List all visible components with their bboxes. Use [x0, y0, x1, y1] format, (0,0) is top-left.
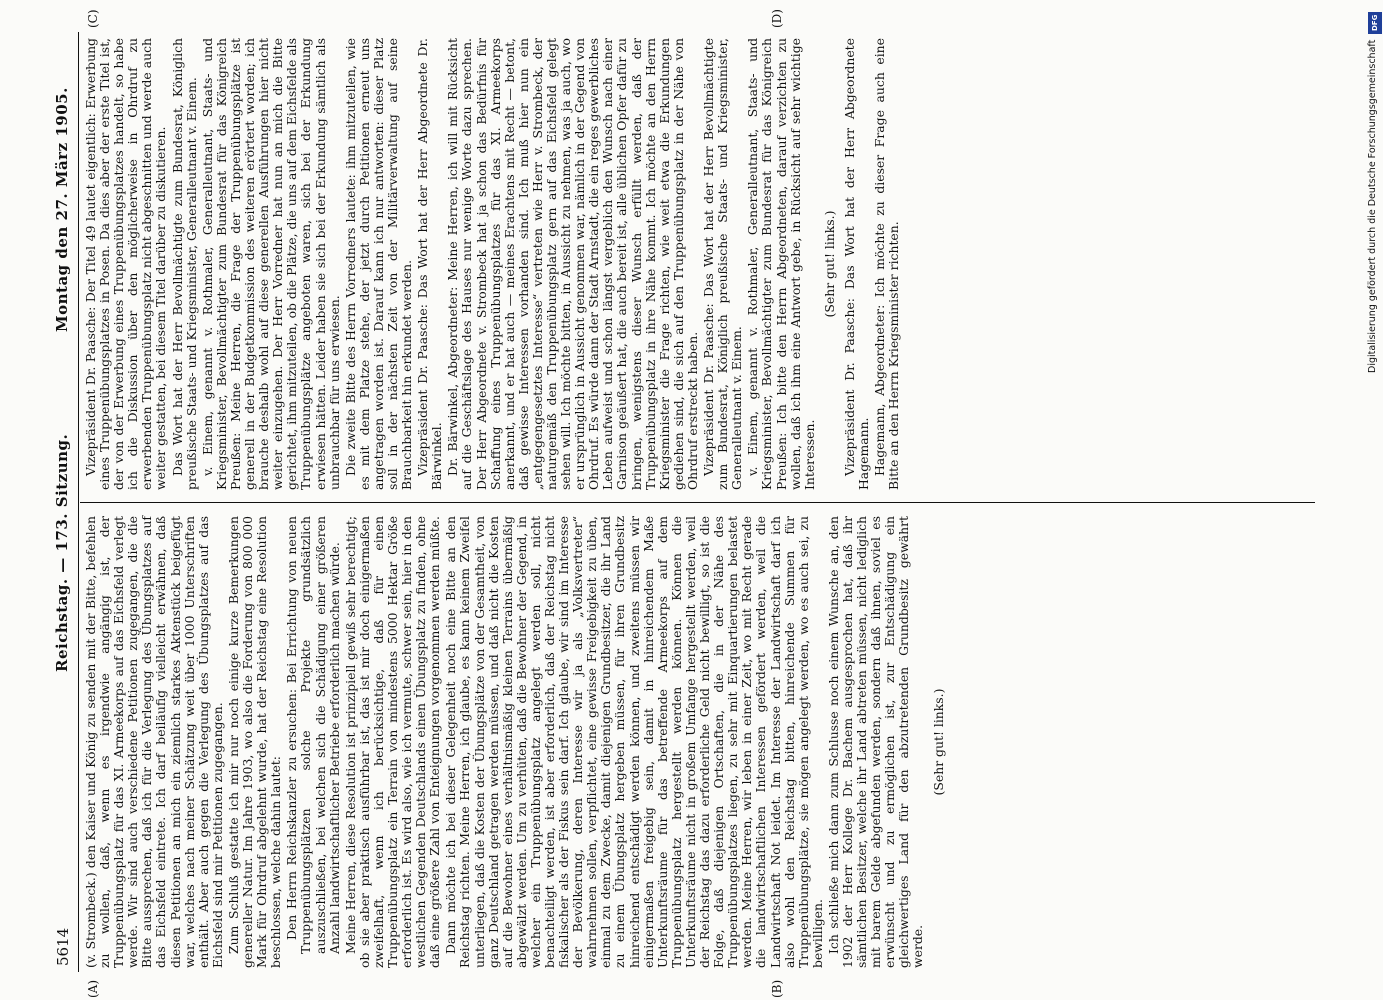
paragraph: Hagemann, Abgeordneter: Ich möchte zu dieser Frage auch eine Bitte an den Herrn Kriegsminister richten. — [872, 38, 902, 490]
paragraph: Vizepräsident Dr. Paasche: Das Wort hat der Herr Abgeordnete Dr. Bärwinkel. — [415, 38, 445, 490]
column-divider — [80, 502, 1315, 503]
margin-marker-b: (B) — [770, 979, 784, 998]
paragraph: Die zweite Bitte des Herrn Vorredners lautete: ihm mitzuteilen, wie es mit dem Platze stehe, der jetzt durch Petitionen erneut uns angetragen worden ist. Darauf kann ich nur antworten: dieser Platz soll in der nächsten Zeit von der Militärverwaltung auf seine Brauchbarkeit hin erkundet werden. — [342, 38, 415, 490]
paragraph: Dann möchte ich bei dieser Gelegenheit noch eine Bitte an den Reichstag richten. Meine Herren, ich glaube, es kann keinem Zweifel unterliegen, daß die Kosten der Übungsplätze von der Gesamtheit, von ganz Deutschland getragen werden müssen, und daß nicht die Kosten auf die Bewohner eines verhältnismäßig kleinen Terrains übermäßig abgewälzt werden. Um zu verhüten, daß die Bewohner der Gegend, in welcher ein Truppenübungsplatz angelegt werden soll, nicht benachteiligt werden, ist aber erforderlich, daß der Reichstag nicht fiskalischer als der Fiskus sein darf. Ich glaube, wir sind im Interesse der Bevölkerung, deren Interesse wir ja als „Volksvertreter“ wahrnehmen sollen, verpflichtet, eine gewisse Freigebigkeit zu üben, einmal zu dem Zwecke, damit diejenigen Grundbesitzer, die ihr Land zu einem Übungsplatz hergeben müssen, für ihren Grundbesitz hinreichend entschädigt werden können, und zweitens müssen wir einigermaßen freigebig sein, damit in hinreichendem Maße Unterkunftsräume für das betreffende Armeekorps auf dem Truppenübungsplatz hergestellt werden können. Können die Unterkunftsräume nicht in großem Umfange hergestellt werden, weil der Reichstag das dazu erforderliche Geld nicht bewilligt, so ist die Folge, daß diejenigen Ortschaften, die in der Nähe des Truppenübungsplatzes liegen, zu sehr mit Einquartierungen belastet werden. Meine Herren, wir leben in einer Zeit, wo mit Recht gerade die landwirtschaftlichen Interessen gefördert werden, weil die Landwirtschaft Not leidet. Im Interesse der Landwirtschaft darf ich also wohl den Reichstag bitten, hinreichende Summen für Truppenübungsplätze, sie mögen angelegt werden, wo es auch sei, zu bewilligen. — [443, 516, 825, 968]
interjection: (Sehr gut! links.) — [821, 210, 837, 318]
paragraph: Zum Schluß gestatte ich mir nur noch einige kurze Bemerkungen genereller Natur. Im Jahre 1903, wo also die Forderung von 800 000 Mark für Ohrdruf abgelehnt wurde, hat der Reichstag eine Resolution beschlossen, welche dahin lautet: — [225, 516, 284, 968]
margin-marker-c: (C) — [86, 9, 100, 28]
right-column — [84, 38, 903, 490]
paragraph: Vizepräsident Dr. Paasche: Der Titel 49 lautet eigentlich: Erwerbung eines Truppenübungsplatzes in Posen. Da dies aber der erste Titel ist, der von der Erwerbung eines Truppenübungsplatzes handelt, so habe ich die Diskussion über den möglicherweise in Ohrdruf zu erwerbenden Truppenübungsplatz nicht abgeschnitten und werde auch weiter gestatten, bei diesem Titel darüber zu diskutieren. — [83, 38, 169, 490]
paragraph: v. Einem, genannt v. Rothmaler, Generalleutnant, Staats- und Kriegsminister, Bevollmächtigter zum Bundesrat für das Königreich Preußen: Meine Herren, die Frage der Truppenübungsplätze ist generell in der Budgetkommission des weiteren erörtert worden; ich brauche deshalb wohl auf diese generellen Ausführungen hier nicht weiter einzugehen. Der Herr Vorredner hat nun an mich die Bitte gerichtet, ihm mitzuteilen, ob die Plätze, die uns auf dem Eichsfelde als Truppenübungsplätze angeboten waren, sich bei der Erkundung erwiesen hätten. Leider haben sie sich bei der Erkundung sämtlich als unbrauchbar für uns erwiesen. — [199, 38, 342, 490]
paragraph: Vizepräsident Dr. Paasche: Das Wort hat der Herr Abgeordnete Hagemann. — [841, 38, 871, 490]
paragraph: Dr. Bärwinkel, Abgeordneter: Meine Herren, ich will mit Rücksicht auf die Geschäftslage des Hauses nur wenige Worte dazu sprechen. Der Herr Abgeordnete v. Strombeck hat ja schon das Bedürfnis für Schaffung eines Truppenübungsplatzes für das XI. Armeekorps anerkannt, und er hat auch — meines Erachtens mit Recht — betont, daß gewisse Interessen vorhanden sind. Ich muß hier nun ein „entgegengesetztes Interesse“ vertreten wie Herr v. Strombeck, der naturgemäß den Truppenübungsplatz gern auf das Eichsfeld gelegt sehen will. Ich möchte bitten, in Aussicht zu nehmen, was ja auch, wo er ursprünglich in Aussicht genommen war, nämlich in der Gegend von Ohrdruf. Es würde dann der Stadt Arnstadt, die ein reges gewerbliches Leben aufweist und schon längst vergeblich den Wunsch nach einer Garnison geäußert hat, die auch bereit ist, alle üblichen Opfer dafür zu bringen, wenigstens dieser Wunsch erfüllt werden, daß der Truppenübungsplatz in ihre Nähe kommt. Ich möchte an den Herrn Kriegsminister die Frage richten, wie weit etwa die Erkundungen gediehen sind, die sich auf den Truppenübungsplatz in der Nähe von Ohrdruf erstreckt haben. — [445, 38, 700, 490]
session-title: Reichstag. — 173. Sitzung. — [53, 433, 71, 672]
paragraph: Das Wort hat der Herr Bevollmächtigte zum Bundesrat, Königlich preußische Staats- und Kriegsminister, Generalleutnant v. Einem. — [169, 38, 199, 490]
page-header — [50, 32, 79, 972]
rotated-page-content — [50, 9, 1320, 998]
margin-marker-d: (D) — [770, 9, 784, 28]
paragraph: Meine Herren, diese Resolution ist prinzipiell gewiß sehr berechtigt; ob sie aber praktisch ausführbar ist, das ist mir doch einigermaßen zweifelhaft, wenn ich berücksichtige, daß für einen Truppenübungsplatz ein Terrain von mindestens 5000 Hektar Größe erforderlich ist. Es wird also, wie ich vermute, schwer sein, hier in den westlichen Gegenden Deutschlands einen Übungsplatz zu finden, ohne daß eine größere Zahl von Enteignungen vorgenommen werden müßte. — [342, 516, 443, 968]
left-column — [84, 516, 952, 968]
quoted-resolution: Den Herrn Reichskanzler zu ersuchen: Bei Errichtung von neuen Truppenübungsplätzen solche Projekte grundsätzlich auszuschließen, bei welchen sich die Schädigung einer größeren Anzahl landwirtschaftlicher Betriebe erforderlich machen würde. — [284, 516, 342, 954]
interjection: (Sehr gut! links.) — [930, 688, 946, 796]
session-date: Montag den 27. März 1905. — [53, 87, 71, 332]
paragraph: Vizepräsident Dr. Paasche: Das Wort hat der Herr Bevollmächtigte zum Bundesrat, Königlich preußische Staats- und Kriegsminister, Generalleutnant v. Einem. — [701, 38, 745, 490]
digitization-credit: Digitalisierung gefördert durch die Deutsche Forschungsgemeinschaft — [1367, 40, 1378, 374]
paragraph: v. Einem, genannt v. Rothmaler, Generalleutnant, Staats- und Kriegsminister, Bevollmächtigter zum Bundesrat für das Königreich Preußen: Ich bitte den Herrn Abgeordneten, darauf verzichten zu wollen, daß ich ihm eine Antwort gebe, in Rücksicht auf sehr wichtige Interessen. — [745, 38, 817, 490]
margin-marker-a: (A) — [86, 979, 100, 998]
page-number: 5614 — [54, 927, 72, 966]
paragraph: (v. Strombeck.) den Kaiser und König zu senden mit der Bitte, befehlen zu wollen, daß, wenn es irgendwie angängig ist, der Truppenübungsplatz für das XI. Armeekorps auf das Eichsfeld verlegt werde. Wir sind auch verschiedene Petitionen zugegangen, die die Bitte aussprechen, daß ich für die Verlegung des Übungsplatzes auf das Eichsfeld eintrete. Ich darf beiläufig vielleicht erwähnen, daß diesen Petitionen an mich ein ziemlich starkes Aktenstück beigefügt war, welches nach meiner Schätzung weit über 1000 Unterschriften enthält. Aber auch gegen die Verlegung des Übungsplatzes auf das Eichsfeld sind mir Petitionen zugegangen. — [83, 516, 225, 968]
dfg-logo: DFG — [1368, 12, 1382, 34]
paragraph: Ich schließe mich dann zum Schlusse noch einem Wunsche an, den 1902 der Herr Kollege Dr. Bachem ausgesprochen hat, daß ihr sämtlichen Besitzer, welche ihr Land abtreten müssen, nicht lediglich mit barem Gelde abgefunden werden, sondern daß ihnen, soviel es erwünscht und zu ermöglichen ist, zur Entschädigung ein gleichwertiges Land für den abzutretenden Grundbesitz gewährt werde. — [825, 516, 926, 968]
